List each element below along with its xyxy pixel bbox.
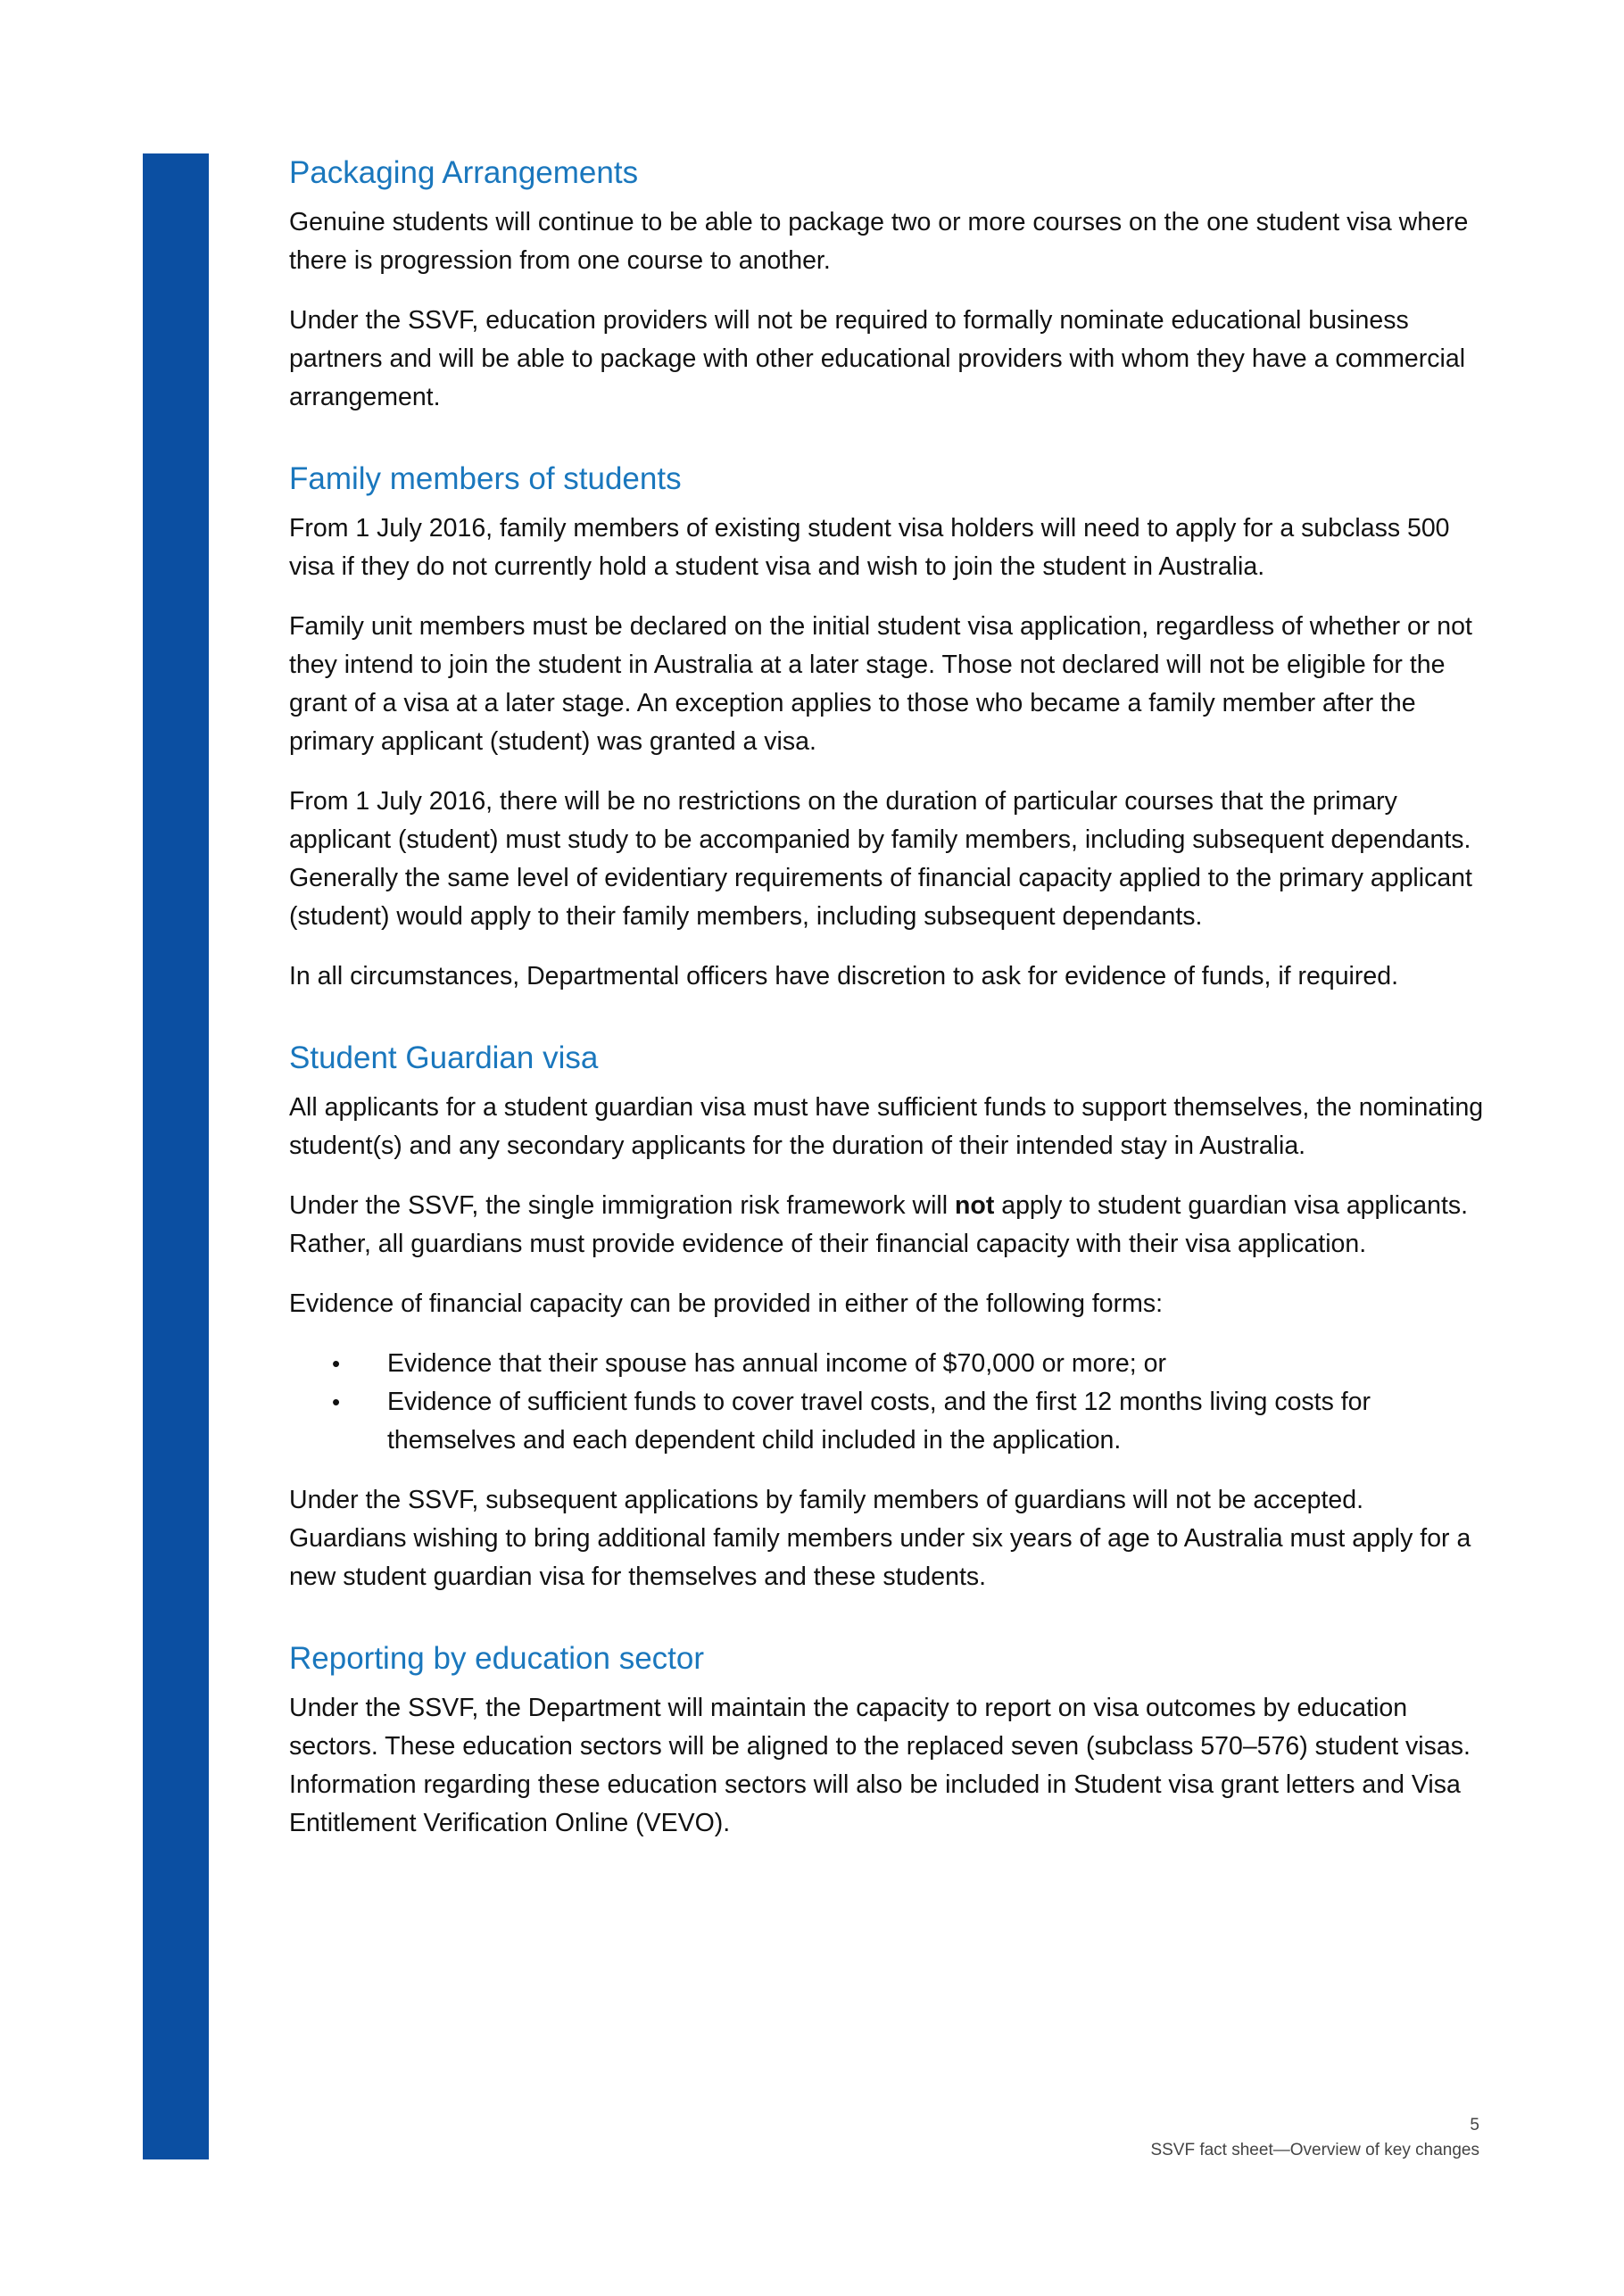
bullet-icon: • <box>332 1388 341 1415</box>
text-run: Under the SSVF, the single immigration risk framework will <box>289 1191 955 1220</box>
bullet-icon: • <box>332 1350 341 1377</box>
emphasis-not: not <box>955 1191 995 1220</box>
side-accent-bar <box>143 153 209 2159</box>
list-item <box>289 1383 1485 1460</box>
paragraph: All applicants for a student guardian visa must have sufficient funds to support themselves, the nominating student(s) and any secondary applicants for the duration of their intended stay in Australia. <box>289 1093 1484 1160</box>
paragraph-with-emphasis <box>289 1187 1485 1264</box>
paragraph: Under the SSVF, the Department will maintain the capacity to report on visa outcomes by education sectors. These education sectors will be aligned to the replaced seven (subclass 570–576) student visas. Information regarding these education sectors will also be included in Student visa grant letters and Visa Entitlement Verification Online (VEVO). <box>289 1694 1471 1837</box>
list-item-text: Evidence of sufficient funds to cover travel costs, and the first 12 months living costs for themselves and each dependent child included in the application. <box>387 1388 1371 1455</box>
paragraph: Under the SSVF, education providers will not be required to formally nominate educational business partners and will be able to package with other educational providers with whom they have a commercial arrangement. <box>289 306 1466 411</box>
page-number: 5 <box>1470 2116 1479 2134</box>
page-footer <box>1150 2113 1479 2163</box>
list-item <box>289 1345 1485 1383</box>
page-content <box>289 153 1485 1886</box>
paragraph: Evidence of financial capacity can be provided in either of the following forms: <box>289 1289 1164 1318</box>
section-reporting <box>289 1639 1485 1843</box>
paragraph: From 1 July 2016, family members of existing student visa holders will need to apply for a subclass 500 visa if they do not currently hold a student visa and wish to join the student in Australia. <box>289 514 1450 581</box>
section-family <box>289 460 1485 996</box>
heading-packaging: Packaging Arrangements <box>289 155 639 190</box>
heading-guardian: Student Guardian visa <box>289 1040 599 1075</box>
section-guardian <box>289 1039 1485 1596</box>
paragraph: Under the SSVF, subsequent applications by family members of guardians will not be accepted. Guardians wishing to bring additional family members under six years of age to Australia must apply for a new student guardian visa for themselves and these students. <box>289 1486 1471 1591</box>
footer-title: SSVF fact sheet—Overview of key changes <box>1150 2141 1479 2159</box>
evidence-list <box>289 1345 1485 1460</box>
paragraph: From 1 July 2016, there will be no restrictions on the duration of particular courses that the primary applicant (student) must study to be accompanied by family members, including subsequent dependants. Generally the same level of evidentiary requirements of financial capacity applied to the primary applicant (student) would apply to their family members, including subsequent dependants. <box>289 787 1472 931</box>
paragraph: Family unit members must be declared on the initial student visa application, regardless of whether or not they intend to join the student in Australia at a later stage. Those not declared will not be eligible for the grant of a visa at a later stage. An exception applies to those who became a family member after the primary applicant (student) was granted a visa. <box>289 612 1472 756</box>
paragraph: In all circumstances, Departmental officers have discretion to ask for evidence of funds, if required. <box>289 962 1398 991</box>
section-packaging <box>289 153 1485 417</box>
paragraph: Genuine students will continue to be able to package two or more courses on the one student visa where there is progression from one course to another. <box>289 208 1469 275</box>
text-run: apply to student guardian visa applicants. Rather, all guardians must provide evidence of their financial capacity with their visa application. <box>289 1191 1469 1258</box>
heading-family: Family members of students <box>289 461 682 496</box>
heading-reporting: Reporting by education sector <box>289 1641 704 1676</box>
list-item-text: Evidence that their spouse has annual income of $70,000 or more; or <box>387 1349 1166 1378</box>
